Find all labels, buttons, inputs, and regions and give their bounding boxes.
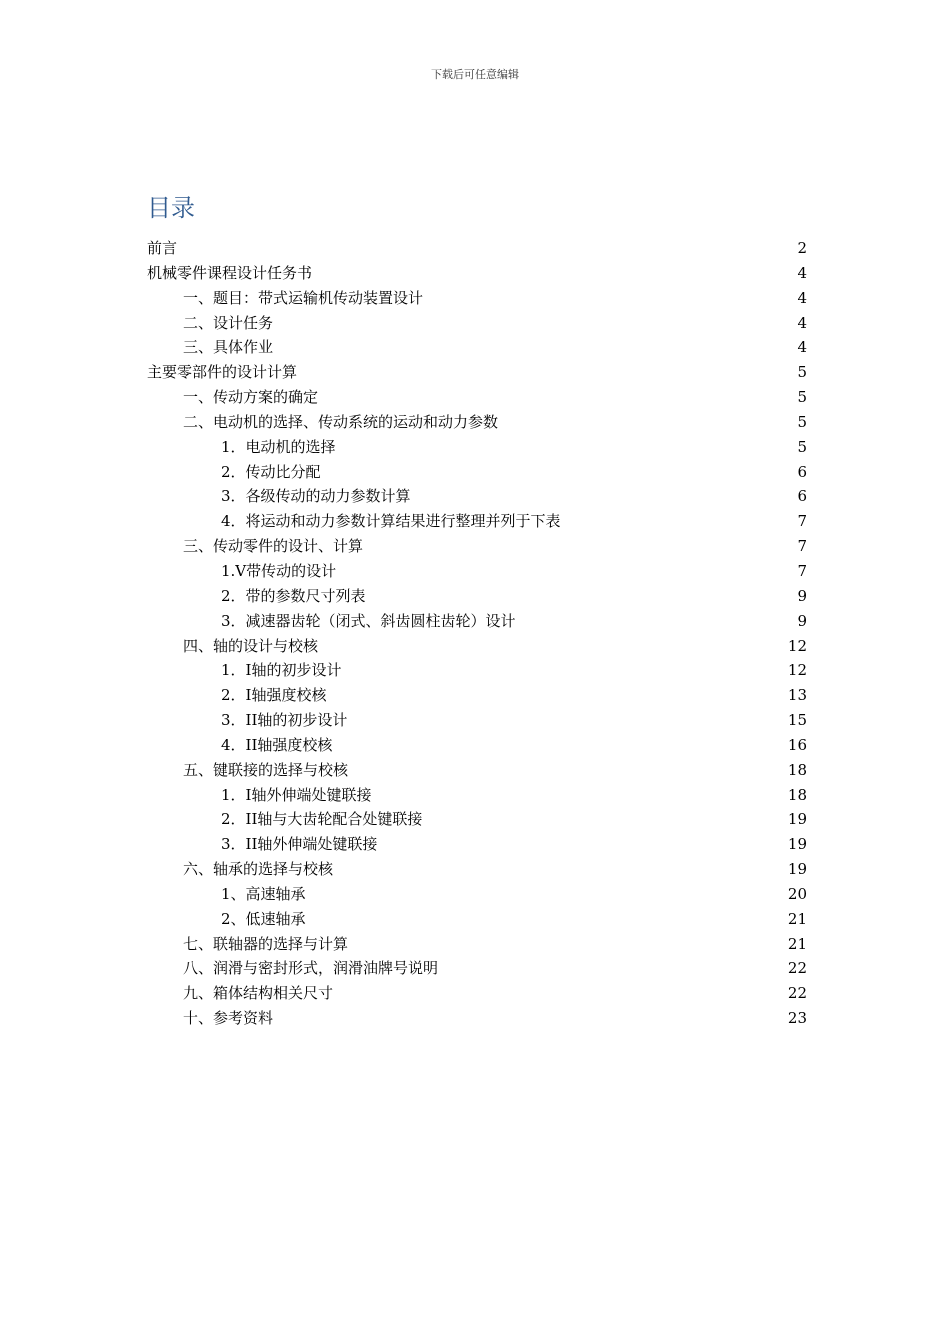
toc-dot-leader [307, 898, 787, 899]
toc-entry-page: 9 [797, 611, 807, 630]
toc-entry-label: 4．将运动和动力参数计算结果进行整理并列于下表 [221, 512, 561, 531]
toc-dot-leader [364, 550, 796, 551]
toc-entry-label: 1．I轴的初步设计 [221, 661, 342, 680]
toc-entry-label: 2．I轴强度校核 [221, 686, 327, 705]
toc-entry-label: 五、键联接的选择与校核 [183, 760, 349, 779]
toc-dot-leader [313, 277, 796, 278]
toc-dot-leader [274, 351, 796, 352]
toc-title: 目录 [147, 194, 195, 222]
toc-dot-leader [274, 327, 796, 328]
toc-entry-label: 3．减速器齿轮（闭式、斜齿圆柱齿轮）设计 [221, 611, 516, 630]
toc-entry[interactable] [147, 733, 807, 758]
toc-entry-page: 4 [797, 338, 807, 357]
toc-entry[interactable] [147, 882, 807, 907]
toc-entry-label: 3．各级传动的动力参数计算 [221, 487, 411, 506]
toc-dot-leader [274, 1022, 787, 1023]
toc-entry[interactable] [147, 311, 807, 336]
toc-entry[interactable] [147, 534, 807, 559]
toc-entry-page: 12 [787, 661, 807, 680]
toc-entry-page: 13 [787, 686, 807, 705]
toc-entry-page: 6 [797, 487, 807, 506]
toc-entry[interactable] [147, 758, 807, 783]
toc-entry[interactable] [147, 509, 807, 534]
toc-entry-label: 前言 [147, 239, 178, 257]
toc-entry-label: 4．II轴强度校核 [221, 735, 333, 754]
toc-entry-label: 2、低速轴承 [221, 909, 306, 928]
toc-dot-leader [517, 625, 797, 626]
toc-entry-page: 7 [797, 512, 807, 531]
toc-entry[interactable] [147, 857, 807, 882]
toc-dot-leader [337, 451, 797, 452]
toc-entry[interactable] [147, 584, 807, 609]
toc-entry-page: 5 [797, 437, 807, 456]
toc-entry-page: 19 [787, 810, 807, 829]
toc-dot-leader [342, 674, 786, 675]
toc-entry-page: 12 [787, 636, 807, 655]
toc-dot-leader [424, 302, 796, 303]
toc-dot-leader [334, 873, 787, 874]
toc-entry[interactable] [147, 832, 807, 857]
toc-entry-page: 5 [797, 363, 807, 382]
toc-entry[interactable] [147, 634, 807, 659]
toc-dot-leader [423, 823, 787, 824]
toc-dot-leader [307, 923, 787, 924]
toc-entry-label: 十、参考资料 [183, 1009, 274, 1028]
toc-entry[interactable] [147, 385, 807, 410]
toc-entry-label: 1、高速轴承 [221, 884, 306, 903]
toc-entry-page: 18 [787, 760, 807, 779]
toc-entry[interactable] [147, 683, 807, 708]
toc-entry[interactable] [147, 236, 807, 261]
toc-entry[interactable] [147, 335, 807, 360]
toc-dot-leader [349, 948, 787, 949]
toc-entry-page: 18 [787, 785, 807, 804]
toc-entry-page: 4 [797, 288, 807, 307]
toc-dot-leader [178, 252, 796, 253]
toc-entry[interactable] [147, 932, 807, 957]
toc-entry-label: 主要零部件的设计计算 [147, 363, 298, 382]
toc-entry[interactable] [147, 435, 807, 460]
toc-entry-page: 4 [797, 263, 807, 282]
toc-entry[interactable] [147, 410, 807, 435]
toc-entry[interactable] [147, 261, 807, 286]
toc-dot-leader [367, 600, 797, 601]
toc-entry[interactable] [147, 658, 807, 683]
toc-dot-leader [337, 575, 796, 576]
toc-entry[interactable] [147, 1006, 807, 1031]
toc-entry[interactable] [147, 460, 807, 485]
toc-dot-leader [319, 650, 787, 651]
toc-entry-label: 1．电动机的选择 [221, 437, 336, 456]
toc-entry-label: 八、润滑与密封形式，润滑油牌号说明 [183, 959, 439, 978]
toc-dot-leader [319, 401, 796, 402]
toc-dot-leader [298, 376, 796, 377]
toc-entry-page: 9 [797, 586, 807, 605]
toc-entry-page: 7 [797, 561, 807, 580]
toc-entry-page: 16 [787, 735, 807, 754]
toc-entry-page: 15 [787, 711, 807, 730]
toc-entry-page: 23 [787, 1009, 807, 1028]
toc-entry-label: 三、传动零件的设计、计算 [183, 537, 364, 556]
toc-entry-label: 三、具体作业 [183, 338, 274, 357]
toc-dot-leader [349, 774, 787, 775]
toc-entry-label: 九、箱体结构相关尺寸 [183, 984, 334, 1003]
toc-entry[interactable] [147, 956, 807, 981]
toc-entry-page: 4 [797, 313, 807, 332]
toc-entry[interactable] [147, 484, 807, 509]
toc-entry[interactable] [147, 807, 807, 832]
toc-dot-leader [378, 848, 787, 849]
toc-entry-label: 一、传动方案的确定 [183, 388, 319, 407]
toc-entry-label: 四、轴的设计与校核 [183, 636, 319, 655]
toc-entry-page: 21 [787, 909, 807, 928]
toc-dot-leader [499, 426, 796, 427]
toc-entry-label: 3．II轴的初步设计 [221, 711, 348, 730]
toc-entry-label: 2．带的参数尺寸列表 [221, 586, 366, 605]
toc-entry-label: 六、轴承的选择与校核 [183, 860, 334, 879]
toc-entry-page: 7 [797, 537, 807, 556]
toc-entry-label: 二、电动机的选择、传动系统的运动和动力参数 [183, 412, 499, 431]
toc-dot-leader [439, 972, 787, 973]
toc-entry-page: 19 [787, 835, 807, 854]
toc-entry-page: 5 [797, 388, 807, 407]
toc-entry-label: 1．I轴外伸端处键联接 [221, 785, 372, 804]
toc-entry-label: 3．II轴外伸端处键联接 [221, 835, 378, 854]
header-note: 下载后可任意编辑 [431, 68, 519, 81]
toc-entry[interactable] [147, 907, 807, 932]
toc-dot-leader [334, 997, 787, 998]
toc-entry-page: 21 [787, 934, 807, 953]
toc-entry[interactable] [147, 286, 807, 311]
toc-entry-page: 22 [787, 959, 807, 978]
toc-entry-page: 2 [797, 239, 807, 257]
toc-entry-page: 22 [787, 984, 807, 1003]
toc-entry-page: 5 [797, 412, 807, 431]
toc-entry-page: 6 [797, 462, 807, 481]
toc-dot-leader [412, 500, 797, 501]
toc-entry[interactable] [147, 981, 807, 1006]
toc-entry-label: 机械零件课程设计任务书 [147, 263, 313, 282]
toc-entry[interactable] [147, 609, 807, 634]
toc-entry-page: 19 [787, 860, 807, 879]
toc-entry-label: 一、题目：带式运输机传动装置设计 [183, 288, 424, 307]
toc-entry-label: 二、设计任务 [183, 313, 274, 332]
toc-entry-label: 七、联轴器的选择与计算 [183, 934, 349, 953]
toc-entry-label: 1.V带传动的设计 [221, 561, 337, 580]
toc-entry[interactable] [147, 360, 807, 385]
toc-entry-label: 2．传动比分配 [221, 462, 321, 481]
toc-entry[interactable] [147, 559, 807, 584]
toc-dot-leader [348, 724, 787, 725]
toc-dot-leader [322, 476, 797, 477]
toc-dot-leader [327, 699, 786, 700]
toc-entry-label: 2．II轴与大齿轮配合处键联接 [221, 810, 423, 829]
toc-list [147, 236, 807, 1031]
toc-entry-page: 20 [787, 884, 807, 903]
toc-entry[interactable] [147, 708, 807, 733]
toc-dot-leader [562, 525, 797, 526]
toc-dot-leader [333, 749, 787, 750]
toc-entry[interactable] [147, 783, 807, 808]
toc-dot-leader [372, 799, 786, 800]
